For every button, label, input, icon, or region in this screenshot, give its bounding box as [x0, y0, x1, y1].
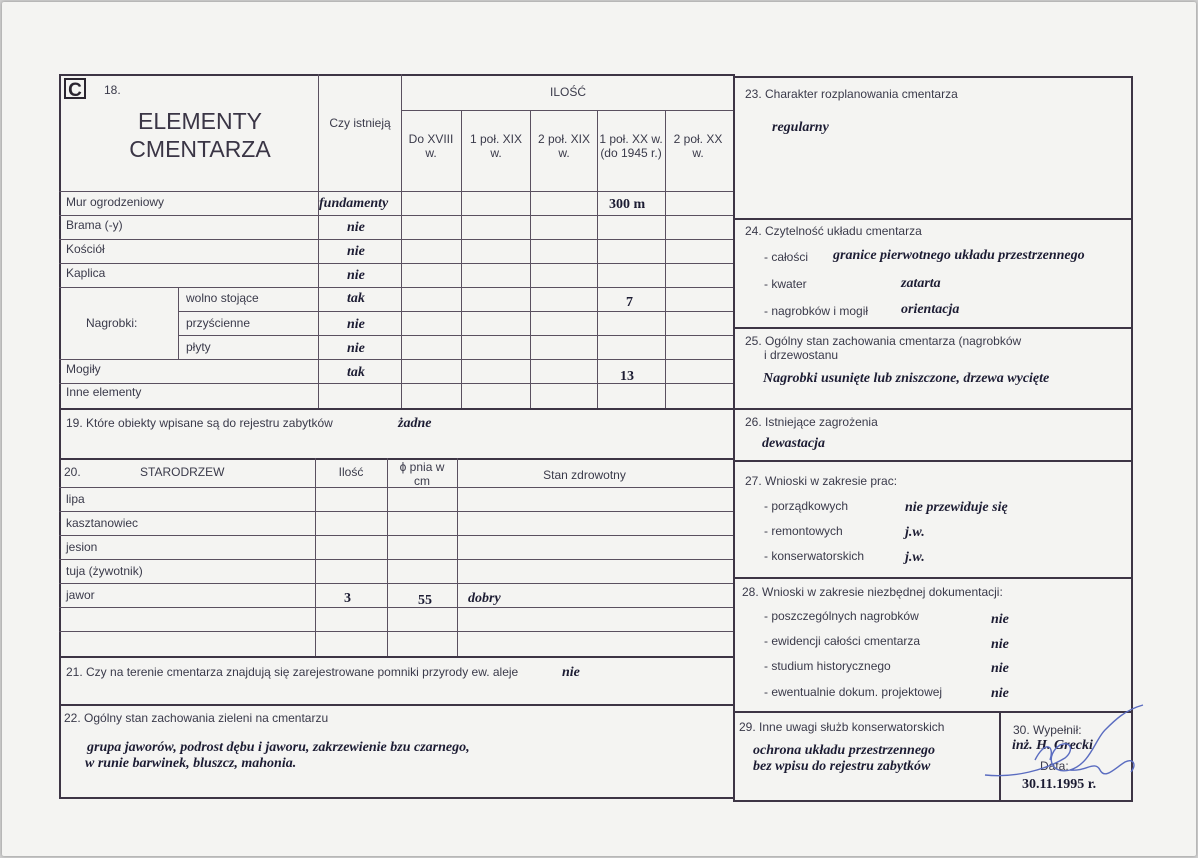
section-29-line1: ochrona układu przestrzennego: [753, 743, 936, 758]
row-exists: nie: [347, 220, 365, 235]
period-header: 1 poł. XIX w.: [469, 132, 523, 160]
elements-title-line2: CMENTARZA: [129, 136, 271, 162]
row-exists: nie: [347, 268, 365, 283]
row-label: Kościół: [66, 242, 105, 256]
tree-label: jawor: [66, 588, 95, 602]
section-19-label: 19. Które obiekty wpisane są do rejestru zabytków: [66, 416, 333, 430]
signature: [975, 700, 1155, 790]
column-exists-header: Czy istnieją: [329, 116, 391, 130]
row-label: Kaplica: [66, 266, 106, 280]
legibility-item-label: - kwater: [764, 277, 807, 291]
tree-label: kasztanowiec: [66, 516, 139, 530]
section-25-label-line1: 25. Ogólny stan zachowania cmentarza (nagrobków: [745, 334, 1022, 348]
row-value: 300 m: [609, 197, 646, 212]
works-item-label: - konserwatorskich: [764, 549, 865, 563]
section-24-label: 24. Czytelność układu cmentarza: [745, 224, 922, 238]
section-26-value: dewastacja: [762, 436, 825, 451]
section-27-label: 27. Wnioski w zakresie prac:: [745, 474, 898, 488]
tree-label: jesion: [66, 540, 98, 554]
period-header: 2 poł. XX w.: [673, 132, 723, 160]
docs-item-label: - ewentualnie dokum. projektowej: [764, 685, 943, 699]
period-header: 2 poł. XIX w.: [537, 132, 591, 160]
section-21-value: nie: [562, 665, 580, 680]
row-exists: nie: [347, 341, 365, 356]
legibility-item-value: granice pierwotnego układu przestrzennego: [833, 248, 1085, 263]
row-exists: fundamenty: [319, 196, 389, 211]
column-diameter-header: ϕ pnia w cm: [399, 460, 445, 488]
date-label: Data:: [1040, 759, 1069, 773]
row-label: Inne elementy: [66, 385, 142, 399]
row-label: wolno stojące: [186, 291, 259, 305]
elements-title-line1: ELEMENTY: [138, 108, 262, 134]
period-header: 1 poł. XX w. (do 1945 r.): [599, 132, 663, 160]
works-item-label: - porządkowych: [764, 499, 849, 513]
section-20-number: 20.: [64, 465, 81, 479]
section-22-label: 22. Ogólny stan zachowania zieleni na cmentarzu: [64, 711, 329, 725]
legibility-item-label: - całości: [764, 250, 809, 264]
section-28-label: 28. Wnioski w zakresie niezbędnej dokumentacji:: [742, 585, 1003, 599]
period-header: Do XVIII w.: [408, 132, 454, 160]
section-23-label: 23. Charakter rozplanowania cmentarza: [745, 87, 958, 101]
section-letter-c: C: [64, 78, 86, 99]
row-label: Mogiły: [66, 362, 101, 376]
section-22-line2: w runie barwinek, bluszcz, mahonia.: [85, 756, 297, 771]
row-label: przyścienne: [186, 316, 251, 330]
docs-item-value: nie: [991, 686, 1009, 701]
section-29-label: 29. Inne uwagi służb konserwatorskich: [739, 720, 945, 734]
docs-item-value: nie: [991, 637, 1009, 652]
section-23-value: regularny: [772, 120, 829, 135]
works-item-value: nie przewiduje się: [905, 500, 1008, 515]
filled-date: 30.11.1995 r.: [1022, 777, 1097, 792]
section-30-label: 30. Wypełnił:: [1013, 723, 1082, 737]
legibility-item-value: orientacja: [901, 302, 960, 317]
row-label: Mur ogrodzeniowy: [66, 195, 165, 209]
tree-label: tuja (żywotnik): [66, 564, 143, 578]
section-19-value: żadne: [398, 416, 432, 431]
row-exists: tak: [347, 365, 365, 380]
section-20-title: STARODRZEW: [140, 465, 225, 479]
section-22-line1: grupa jaworów, podrost dębu i jaworu, zakrzewienie bzu czarnego,: [87, 740, 470, 755]
works-item-value: j.w.: [905, 525, 925, 540]
row-exists: nie: [347, 317, 365, 332]
docs-item-value: nie: [991, 612, 1009, 627]
legibility-item-label: - nagrobków i mogił: [764, 304, 869, 318]
docs-item-label: - ewidencji całości cmentarza: [764, 634, 921, 648]
section-20-frame: [59, 458, 735, 658]
row-label: Brama (-y): [66, 218, 123, 232]
group-label-gravestones: Nagrobki:: [86, 316, 138, 330]
section-18-number: 18.: [104, 83, 121, 97]
section-21-label: 21. Czy na terenie cmentarza znajdują się zarejestrowane pomniki przyrody ew. aleje: [66, 665, 519, 679]
tree-label: lipa: [66, 492, 85, 506]
row-value: 7: [626, 295, 633, 310]
section-25-value: Nagrobki usunięte lub zniszczone, drzewa wycięte: [763, 371, 1050, 386]
section-29-line2: bez wpisu do rejestru zabytków: [753, 759, 931, 774]
tree-health: dobry: [468, 591, 501, 606]
row-exists: nie: [347, 244, 365, 259]
row-label: płyty: [186, 340, 211, 354]
column-count-header: Ilość: [338, 465, 364, 479]
docs-item-label: - studium historycznego: [764, 659, 891, 673]
section-21-frame: [59, 656, 735, 706]
legibility-item-value: zatarta: [901, 276, 941, 291]
column-amount-header: ILOŚĆ: [549, 85, 586, 99]
tree-diameter: 55: [418, 593, 432, 608]
docs-item-value: nie: [991, 661, 1009, 676]
row-exists: tak: [347, 291, 365, 306]
tree-count: 3: [344, 591, 351, 606]
column-health-header: Stan zdrowotny: [543, 468, 626, 482]
docs-item-label: - poszczególnych nagrobków: [764, 609, 919, 623]
works-item-label: - remontowych: [764, 524, 843, 538]
filled-by-name: inż. H. Grecki: [1012, 738, 1093, 753]
works-item-value: j.w.: [905, 550, 925, 565]
section-25-label-line2: i drzewostanu: [764, 348, 839, 362]
section-26-label: 26. Istniejące zagrożenia: [745, 415, 878, 429]
row-value: 13: [620, 369, 634, 384]
